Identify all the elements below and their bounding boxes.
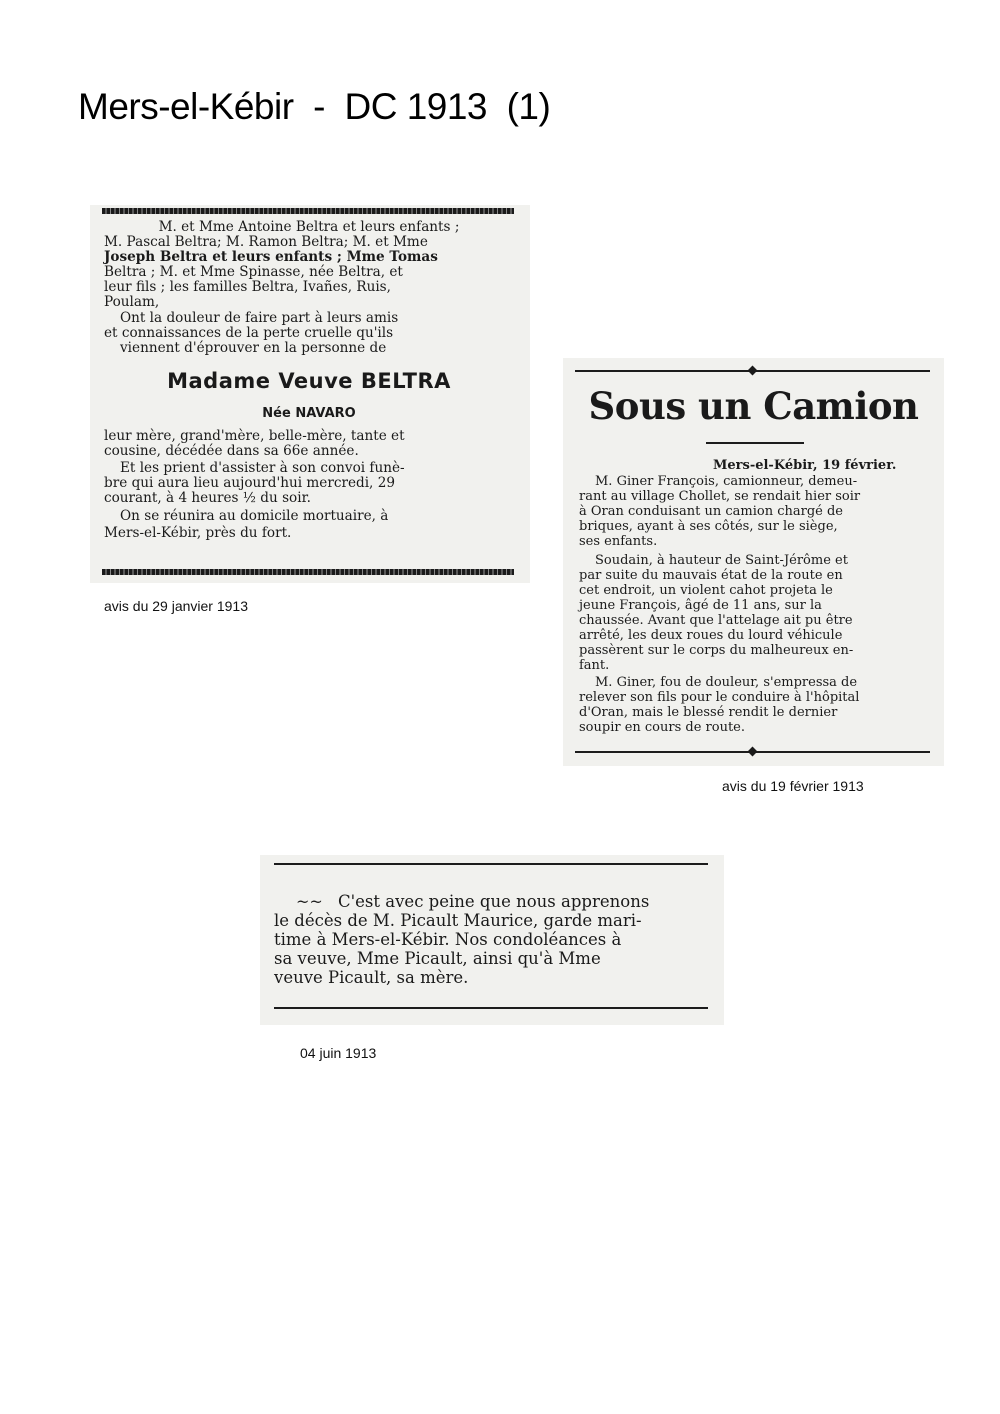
top-rule — [102, 208, 514, 214]
notice-line: bre qui aura lieu aujourd'hui mercredi, 29 — [104, 475, 395, 491]
notice-line: le décès de M. Picault Maurice, garde mari- — [274, 911, 642, 930]
ornament-icon — [748, 747, 758, 757]
bottom-rule — [274, 1007, 708, 1009]
article-line: arrêté, les deux roues du lourd véhicule — [579, 628, 843, 643]
article-line: M. Giner, fou de douleur, s'empressa de — [595, 675, 858, 690]
notice-line: On se réunira au domicile mortuaire, à — [120, 508, 389, 524]
article-line: passèrent sur le corps du malheureux en- — [579, 643, 854, 658]
notice-line: M. et Mme Antoine Beltra et leurs enfants ; — [158, 219, 460, 235]
top-rule — [274, 863, 708, 865]
notice-line: Mers-el-Kébir, près du fort. — [104, 525, 292, 541]
notice-line: C'est avec peine que nous apprenons — [338, 892, 650, 911]
news-clipping-camion — [563, 358, 944, 766]
article-line: rant au village Chollet, se rendait hier soir — [579, 489, 861, 504]
article-line: ses enfants. — [579, 534, 658, 549]
notice-line: Et les prient d'assister à son convoi funè- — [120, 460, 405, 476]
page-title: Mers-el-Kébir - DC 1913 (1) — [78, 86, 551, 127]
article-line: Soudain, à hauteur de Saint-Jérôme et — [595, 553, 848, 568]
notice-line: sa veuve, Mme Picault, ainsi qu'à Mme — [274, 949, 601, 968]
notice-line: cousine, décédée dans sa 66e année. — [104, 443, 359, 459]
article-line: M. Giner François, camionneur, demeu- — [595, 474, 858, 489]
article-line: soupir en cours de route. — [579, 720, 746, 735]
notice-line: M. Pascal Beltra; M. Ramon Beltra; M. et Mme — [104, 234, 428, 250]
notice-line: courant, à 4 heures ½ du soir. — [104, 490, 311, 506]
notice-line: et connaissances de la perte cruelle qu'ils — [104, 325, 394, 341]
obituary-clipping-beltra — [90, 205, 530, 583]
caption-notice-2: avis du 19 février 1913 — [722, 778, 864, 794]
notice-marker: ~~ — [296, 892, 323, 911]
news-clipping-picault — [260, 855, 724, 1025]
article-line: jeune François, âgé de 11 ans, sur la — [579, 598, 822, 613]
article-line: par suite du mauvais état de la route en — [579, 568, 843, 583]
notice-line: Beltra ; M. et Mme Spinasse, née Beltra, et — [104, 264, 403, 280]
article-line: cet endroit, un violent cahot projeta le — [579, 583, 833, 598]
article-line: relever son fils pour le conduire à l'hôpital — [579, 690, 860, 705]
notice-line: Poulam, — [104, 294, 160, 310]
caption-notice-3: 04 juin 1913 — [300, 1045, 377, 1061]
headline: Sous un Camion — [588, 384, 919, 428]
article-line: à Oran conduisant un camion chargé de — [579, 504, 843, 519]
article-line: briques, ayant à ses côtés, sur le siège, — [579, 519, 838, 534]
notice-line: Ont la douleur de faire part à leurs amis — [120, 310, 399, 326]
ornament-icon — [748, 366, 758, 376]
headline-rule — [706, 442, 804, 444]
maiden-name: Née NAVARO — [262, 406, 356, 421]
notice-line: viennent d'éprouver en la personne de — [120, 340, 387, 356]
notice-line: time à Mers-el-Kébir. Nos condoléances à — [274, 930, 622, 949]
notice-line: leur mère, grand'mère, belle-mère, tante et — [104, 428, 405, 444]
notice-line: veuve Picault, sa mère. — [274, 968, 469, 987]
dateline: Mers-el-Kébir, 19 février. — [713, 458, 897, 473]
article-line: fant. — [579, 658, 610, 673]
deceased-name: Madame Veuve BELTRA — [167, 369, 451, 393]
article-line: d'Oran, mais le blessé rendit le dernier — [579, 705, 838, 720]
notice-line: leur fils ; les familles Beltra, Ivañes, Ruis, — [104, 279, 391, 295]
bottom-rule — [102, 569, 514, 575]
article-line: chaussée. Avant que l'attelage ait pu être — [579, 613, 853, 628]
notice-line: Joseph Beltra et leurs enfants ; Mme Tomas — [104, 249, 438, 265]
caption-notice-1: avis du 29 janvier 1913 — [104, 598, 248, 614]
